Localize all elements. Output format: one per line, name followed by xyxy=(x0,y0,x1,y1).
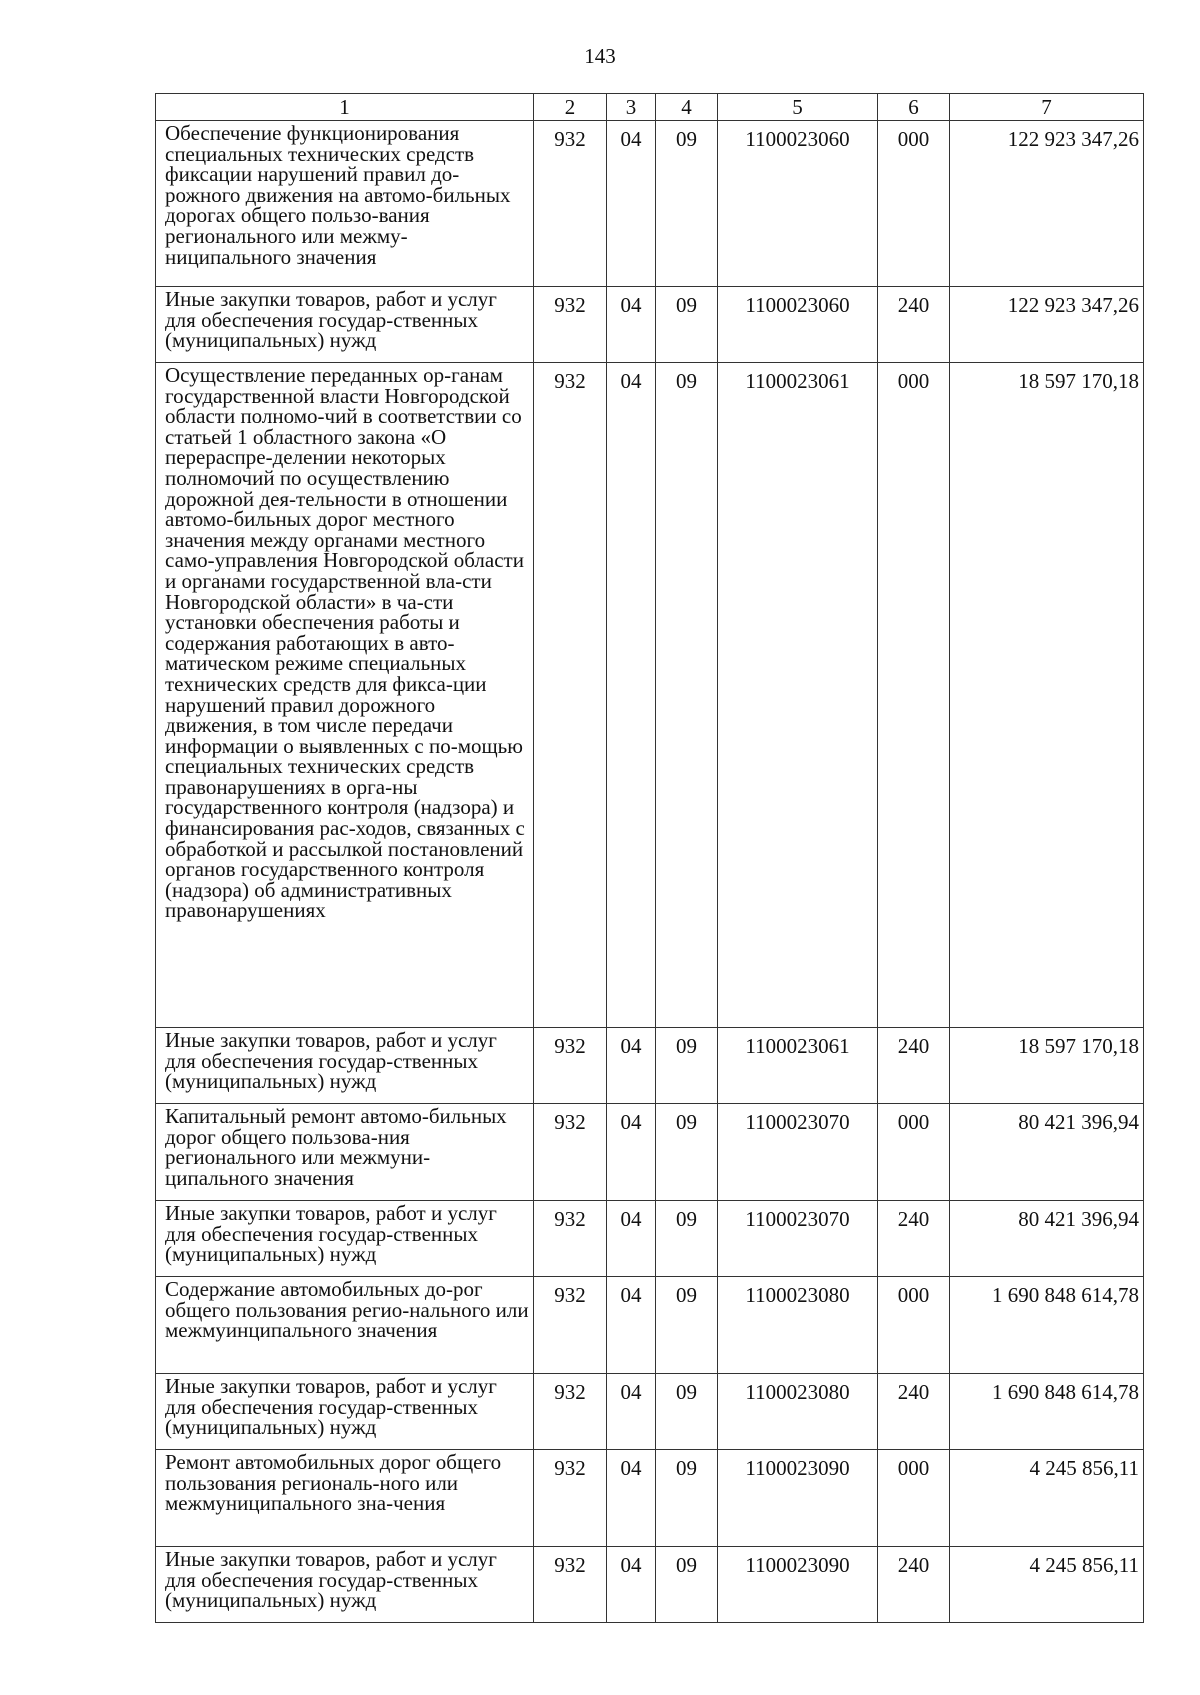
amount: 122 923 347,26 xyxy=(950,287,1144,363)
grbs-code: 932 xyxy=(534,1374,607,1450)
page-number: 143 xyxy=(584,44,616,68)
expense-name: Содержание автомобильных до-рог общего пользования регио-нального или межмуинципального значения xyxy=(156,1277,534,1374)
table-row xyxy=(156,1201,1144,1277)
section-code: 04 xyxy=(607,1028,656,1104)
expense-name: Обеспечение функционирования специальных технических средств фиксации нарушений правил до-рожного движения на автомо-бильных дорогах общего пользо-вания регионального или межму-ниципального значения xyxy=(156,121,534,287)
table-row xyxy=(156,1277,1144,1374)
target-article-code: 1100023080 xyxy=(718,1277,878,1374)
amount: 18 597 170,18 xyxy=(950,363,1144,1028)
expense-name: Иные закупки товаров, работ и услуг для обеспечения государ-ственных (муниципальных) нужд xyxy=(156,287,534,363)
target-article-code: 1100023070 xyxy=(718,1201,878,1277)
budget-table xyxy=(155,93,1144,1623)
target-article-code: 1100023060 xyxy=(718,121,878,287)
grbs-code: 932 xyxy=(534,1547,607,1623)
expense-name: Осуществление переданных ор-ганам государственной власти Новгородской области полномо-чий в соответствии со статьей 1 областного закона «О перераспре-делении некоторых полномочий по осуществлению дорожной дея-тельности в отношении автомо-бильных дорог местного значения между органами местного само-управления Новгородской области и органами государственной вла-сти Новгородской области» в ча-сти установки обеспечения работы и содержания работающих в авто-матическом режиме специальных технических средств для фикса-ции нарушений правил дорожного движения, в том числе передачи информации о выявленных с по-мощью специальных технических средств правонарушениях в орга-ны государственного контроля (надзора) и финансирования рас-ходов, связанных с обработкой и рассылкой постановлений органов государственного контроля (надзора) об административных правонарушениях xyxy=(156,363,534,1028)
column-header: 6 xyxy=(878,94,950,121)
grbs-code: 932 xyxy=(534,1450,607,1547)
target-article-code: 1100023080 xyxy=(718,1374,878,1450)
expense-type-code: 000 xyxy=(878,363,950,1028)
section-code: 04 xyxy=(607,287,656,363)
expense-type-code: 000 xyxy=(878,1277,950,1374)
amount: 122 923 347,26 xyxy=(950,121,1144,287)
subsection-code: 09 xyxy=(656,1374,718,1450)
table-row xyxy=(156,287,1144,363)
grbs-code: 932 xyxy=(534,121,607,287)
table-row xyxy=(156,1374,1144,1450)
expense-type-code: 240 xyxy=(878,1201,950,1277)
section-code: 04 xyxy=(607,1104,656,1201)
grbs-code: 932 xyxy=(534,1201,607,1277)
expense-name: Иные закупки товаров, работ и услуг для обеспечения государ-ственных (муниципальных) нужд xyxy=(156,1547,534,1623)
amount: 18 597 170,18 xyxy=(950,1028,1144,1104)
amount: 1 690 848 614,78 xyxy=(950,1277,1144,1374)
column-header: 4 xyxy=(656,94,718,121)
expense-name: Ремонт автомобильных дорог общего пользования региональ-ного или межмуниципального зна-чения xyxy=(156,1450,534,1547)
expense-type-code: 240 xyxy=(878,287,950,363)
target-article-code: 1100023061 xyxy=(718,363,878,1028)
column-header: 1 xyxy=(156,94,534,121)
table-row xyxy=(156,121,1144,287)
amount: 1 690 848 614,78 xyxy=(950,1374,1144,1450)
table-row xyxy=(156,1104,1144,1201)
table-row xyxy=(156,1547,1144,1623)
subsection-code: 09 xyxy=(656,1450,718,1547)
expense-type-code: 000 xyxy=(878,121,950,287)
column-header: 3 xyxy=(607,94,656,121)
subsection-code: 09 xyxy=(656,1104,718,1201)
expense-type-code: 240 xyxy=(878,1374,950,1450)
target-article-code: 1100023061 xyxy=(718,1028,878,1104)
section-code: 04 xyxy=(607,1547,656,1623)
section-code: 04 xyxy=(607,1374,656,1450)
section-code: 04 xyxy=(607,1450,656,1547)
amount: 4 245 856,11 xyxy=(950,1547,1144,1623)
amount: 4 245 856,11 xyxy=(950,1450,1144,1547)
subsection-code: 09 xyxy=(656,287,718,363)
grbs-code: 932 xyxy=(534,363,607,1028)
amount: 80 421 396,94 xyxy=(950,1201,1144,1277)
grbs-code: 932 xyxy=(534,287,607,363)
subsection-code: 09 xyxy=(656,363,718,1028)
subsection-code: 09 xyxy=(656,1201,718,1277)
target-article-code: 1100023090 xyxy=(718,1547,878,1623)
target-article-code: 1100023070 xyxy=(718,1104,878,1201)
section-code: 04 xyxy=(607,121,656,287)
subsection-code: 09 xyxy=(656,1547,718,1623)
subsection-code: 09 xyxy=(656,1277,718,1374)
grbs-code: 932 xyxy=(534,1277,607,1374)
table-row xyxy=(156,1450,1144,1547)
section-code: 04 xyxy=(607,1277,656,1374)
expense-type-code: 240 xyxy=(878,1547,950,1623)
grbs-code: 932 xyxy=(534,1028,607,1104)
grbs-code: 932 xyxy=(534,1104,607,1201)
expense-type-code: 000 xyxy=(878,1450,950,1547)
subsection-code: 09 xyxy=(656,121,718,287)
amount: 80 421 396,94 xyxy=(950,1104,1144,1201)
target-article-code: 1100023060 xyxy=(718,287,878,363)
expense-name: Иные закупки товаров, работ и услуг для обеспечения государ-ственных (муниципальных) нужд xyxy=(156,1028,534,1104)
expense-type-code: 240 xyxy=(878,1028,950,1104)
column-header: 5 xyxy=(718,94,878,121)
section-code: 04 xyxy=(607,363,656,1028)
table-row xyxy=(156,363,1144,1028)
expense-type-code: 000 xyxy=(878,1104,950,1201)
column-number-header-row xyxy=(156,94,1144,121)
column-header: 2 xyxy=(534,94,607,121)
expense-name: Иные закупки товаров, работ и услуг для обеспечения государ-ственных (муниципальных) нужд xyxy=(156,1201,534,1277)
target-article-code: 1100023090 xyxy=(718,1450,878,1547)
table-row xyxy=(156,1028,1144,1104)
expense-name: Капитальный ремонт автомо-бильных дорог общего пользова-ния регионального или межмуни-ципального значения xyxy=(156,1104,534,1201)
column-header: 7 xyxy=(950,94,1144,121)
expense-name: Иные закупки товаров, работ и услуг для обеспечения государ-ственных (муниципальных) нужд xyxy=(156,1374,534,1450)
section-code: 04 xyxy=(607,1201,656,1277)
subsection-code: 09 xyxy=(656,1028,718,1104)
